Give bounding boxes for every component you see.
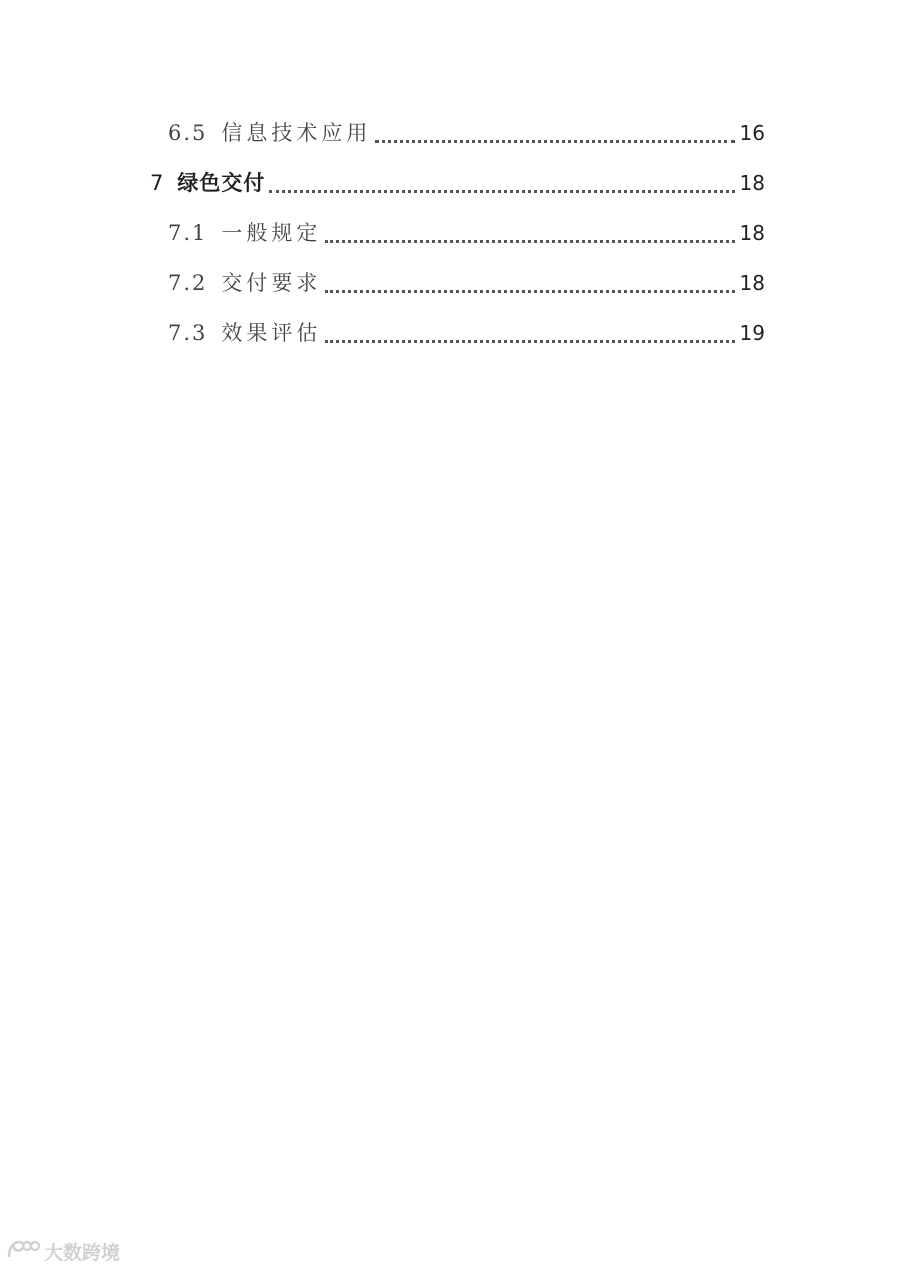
logo-icon	[6, 1238, 44, 1265]
toc-entry-7[interactable]	[150, 158, 765, 208]
toc-entry-title: 一般规定	[221, 220, 322, 245]
watermark-text: 大数跨境	[44, 1242, 121, 1264]
toc-leader-dots	[325, 340, 735, 343]
toc-entry-7-1[interactable]	[150, 208, 765, 258]
toc-entry-number: 7	[150, 170, 164, 195]
toc-entry-page: 18	[739, 271, 765, 295]
toc-entry-number: 7.3	[168, 320, 208, 345]
toc-entry-page: 18	[739, 171, 765, 195]
toc-leader-dots	[325, 290, 735, 293]
toc-leader-dots	[269, 190, 735, 193]
toc-entry-title: 绿色交付	[177, 170, 266, 195]
watermark	[6, 1238, 120, 1265]
toc-entry-number: 7.1	[168, 220, 208, 245]
toc-leader-dots	[325, 240, 735, 243]
toc-entry-page: 18	[739, 221, 765, 245]
toc-entry-title: 效果评估	[221, 320, 322, 345]
toc-entry-6-5[interactable]	[150, 108, 765, 158]
toc-entry-7-2[interactable]	[150, 258, 765, 308]
toc-leader-dots	[375, 140, 735, 143]
toc-entry-number: 7.2	[168, 270, 208, 295]
table-of-contents	[150, 108, 765, 358]
toc-entry-title: 信息技术应用	[221, 120, 372, 145]
toc-entry-page: 19	[739, 321, 765, 345]
toc-entry-page: 16	[739, 121, 765, 145]
toc-entry-number: 6.5	[168, 120, 208, 145]
toc-entry-title: 交付要求	[221, 270, 322, 295]
toc-entry-7-3[interactable]	[150, 308, 765, 358]
